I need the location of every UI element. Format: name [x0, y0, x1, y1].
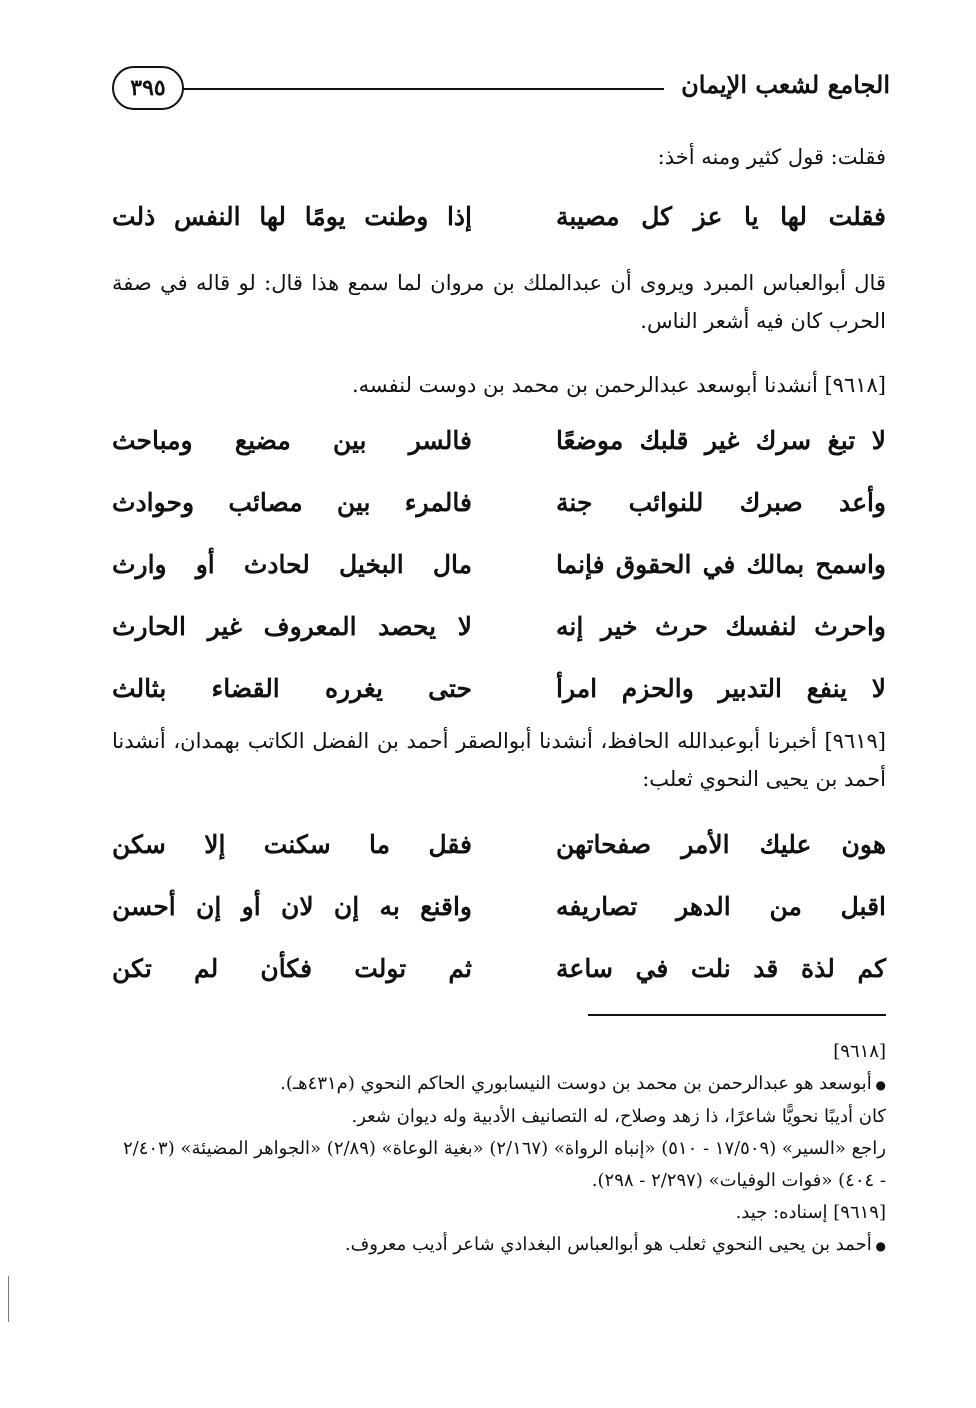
verse-first-hemistich: لا ينفع التدبير والحزم امرأ	[556, 674, 886, 703]
verse-line	[112, 186, 886, 248]
verse-line	[112, 814, 886, 876]
verse-second-hemistich: فالسر بين مضيع ومباحث	[112, 426, 472, 455]
verse-first-hemistich: لا تبغ سرك غير قلبك موضعًا	[556, 426, 886, 455]
header-rule	[178, 88, 664, 90]
footnotes	[112, 1036, 886, 1262]
footnote-separator	[588, 1014, 886, 1016]
verse-second-hemistich: مال البخيل لحادث أو وارث	[112, 550, 472, 579]
verse-second-hemistich: ثم تولت فكأن لم تكن	[112, 954, 472, 983]
verse-first-hemistich: واحرث لنفسك حرث خير إنه	[556, 612, 886, 641]
footnote-line: راجع «السير» (١٧/٥٠٩ - ٥١٠) «إنباه الرواة» (٢/١٦٧) «بغية الوعاة» (٢/٨٩) «الجواهر المضيئة» (٢/٤٠٣ - ٤٠٤) «فوات الوفيات» (٢/٢٩٧ - ٢٩٨).	[122, 1138, 886, 1191]
footnote-ref-9618: [٩٦١٨]	[833, 1041, 886, 1062]
verse-line	[112, 658, 886, 720]
intro-line: فقلت: قول كثير ومنه أخذ:	[657, 145, 886, 169]
verse-second-hemistich: إذا وطنت يومًا لها النفس ذلت	[112, 202, 472, 231]
verse-second-hemistich: لا يحصد المعروف غير الحارث	[112, 612, 472, 641]
verse-first-hemistich: هون عليك الأمر صفحاتهن	[556, 830, 886, 859]
verse-first-hemistich: كم لذة قد نلت في ساعة	[556, 954, 886, 983]
verse-line	[112, 410, 886, 472]
verse-first-hemistich: اقبل من الدهر تصاريفه	[556, 892, 886, 921]
footnote-ref-9619: [٩٦١٩] إسناده: جيد.	[735, 1202, 886, 1223]
verse-second-hemistich: حتى يغرره القضاء بثالث	[112, 674, 472, 703]
paragraph-mubarrad: قال أبوالعباس المبرد ويروى أن عبدالملك بن مروان لما سمع هذا قال: لو قاله في صفة الحرب كان فيه أشعر الناس.	[112, 271, 886, 333]
verse-second-hemistich: فالمرء بين مصائب وحوادث	[112, 488, 472, 517]
verse-first-hemistich: وأعد صبرك للنوائب جنة	[556, 488, 886, 517]
scan-edge-mark	[8, 1276, 9, 1322]
verse-first-hemistich: فقلت لها يا عز كل مصيبة	[556, 202, 886, 231]
verse-second-hemistich: فقل ما سكنت إلا سكن	[112, 830, 472, 859]
item-9619: [٩٦١٩] أخبرنا أبوعبدالله الحافظ، أنشدنا أبوالصقر أحمد بن الفضل الكاتب بهمدان، أنشدنا أحمد بن يحيى النحوي ثعلب:	[112, 729, 886, 791]
poem-thalab	[112, 814, 886, 1000]
page-header	[112, 60, 890, 116]
verse-line	[112, 938, 886, 1000]
verse-line	[112, 596, 886, 658]
item-9618: [٩٦١٨] أنشدنا أبوسعد عبدالرحمن بن محمد بن دوست لنفسه.	[351, 373, 886, 397]
page-number-badge: ٣٩٥	[112, 66, 184, 110]
verse-line	[112, 876, 886, 938]
footnote-line: كان أديبًا نحويًّا شاعرًا، ذا زهد وصلاح، له التصانيف الأدبية وله ديوان شعر.	[351, 1106, 886, 1127]
running-title: الجامع لشعب الإيمان	[681, 70, 890, 99]
verse-first-hemistich: واسمح بمالك في الحقوق فإنما	[556, 550, 886, 579]
poem-ibn-dost	[112, 410, 886, 720]
footnote-line: ● أبوسعد هو عبدالرحمن بن محمد بن دوست النيسابوري الحاكم النحوي (م٤٣١هـ).	[112, 1068, 886, 1101]
verse-line	[112, 534, 886, 596]
verse-second-hemistich: واقنع به إن لان أو إن أحسن	[112, 892, 472, 921]
footnote-line: ● أحمد بن يحيى النحوي ثعلب هو أبوالعباس البغدادي شاعر أديب معروف.	[112, 1229, 886, 1262]
verse-line	[112, 472, 886, 534]
